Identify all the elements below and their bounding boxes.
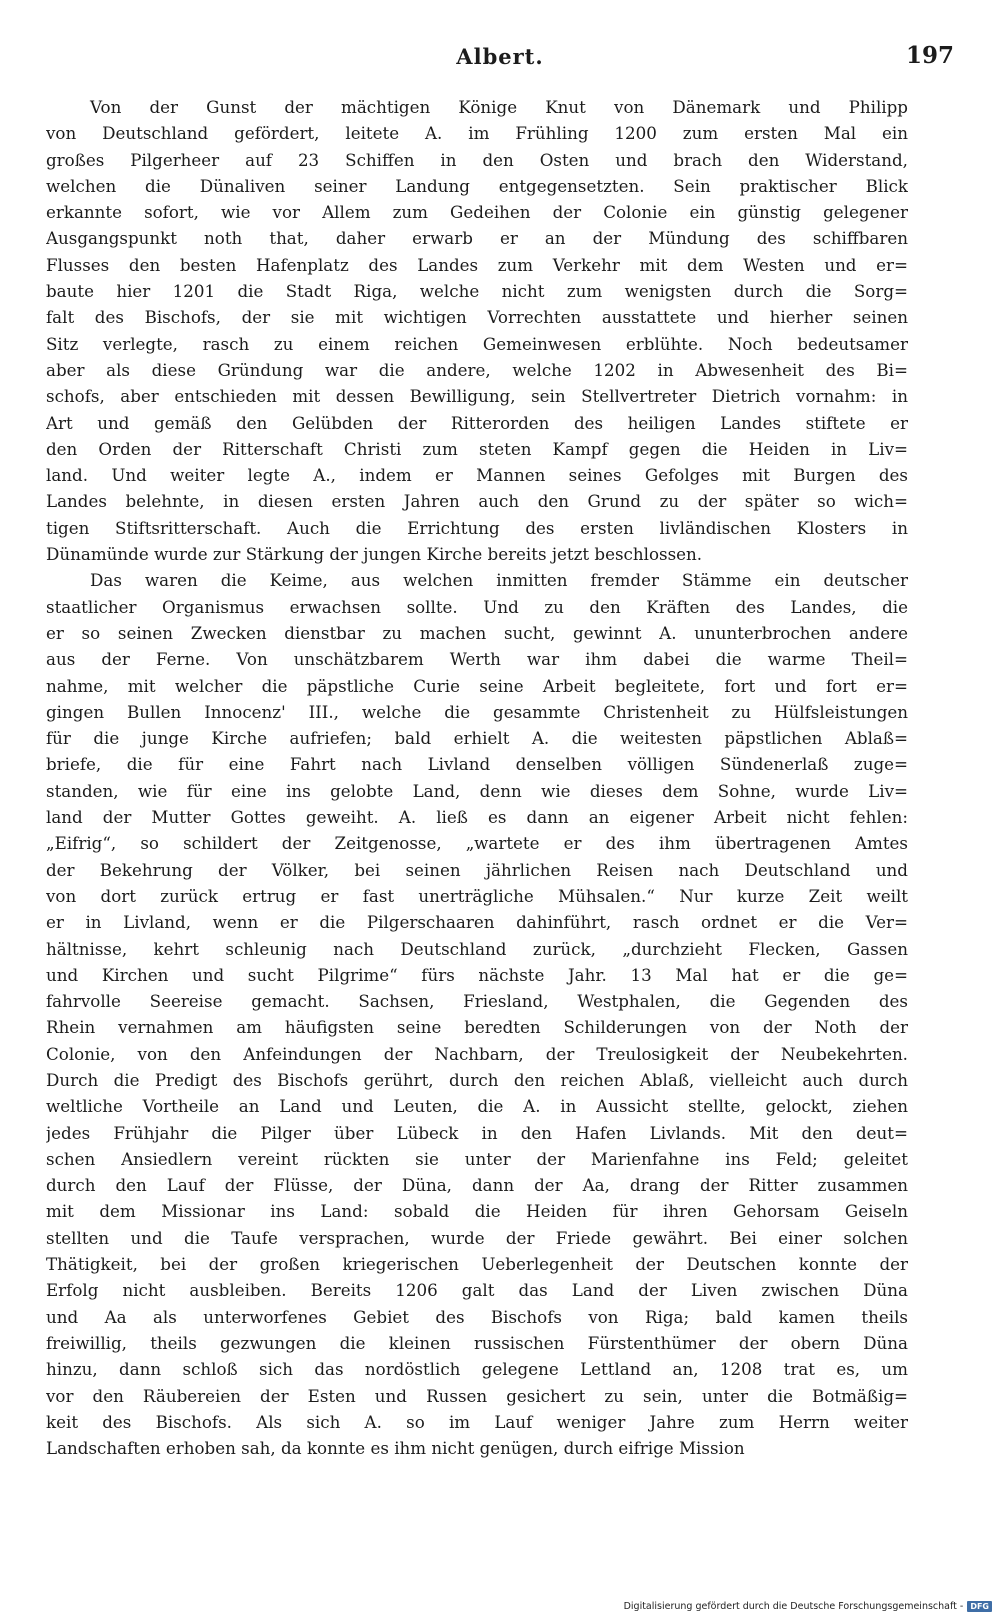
text-line: von dort zurück ertrug er fast unerträgliche Mühsalen.“ Nur kurze Zeit weilt [46, 885, 908, 906]
text-line: Colonie, von den Anfeindungen der Nachbarn, der Treulosigkeit der Neubekehrten. [46, 1043, 908, 1064]
text-line: er in Livland, wenn er die Pilgerschaaren dahinführt, rasch ordnet er die Ver= [46, 912, 908, 933]
text-line: tigen Stiftsritterschaft. Auch die Errichtung des ersten livländischen Klosters in [46, 517, 908, 538]
text-line: staatlicher Organismus erwachsen sollte. Und zu den Kräften des Landes, die [46, 596, 908, 617]
text-line: Sitz verlegte, rasch zu einem reichen Gemeinwesen erblühte. Noch bedeutsamer [46, 333, 908, 354]
text-line: baute hier 1201 die Stadt Riga, welche nicht zum wenigsten durch die Sorg= [46, 281, 908, 302]
text-line: und Kirchen und sucht Pilgrime“ fürs nächste Jahr. 13 Mal hat er die ge= [46, 964, 908, 985]
text-line: hältnisse, kehrt schleunig nach Deutschland zurück, „durchzieht Flecken, Gassen [46, 938, 908, 959]
text-line: land. Und weiter legte A., indem er Mannen seines Gefolges mit Burgen des [46, 465, 908, 486]
body-text [46, 94, 908, 1461]
text-line: mit dem Missionar ins Land: sobald die Heiden für ihren Gehorsam Geiseln [46, 1201, 908, 1222]
text-line: aber als diese Gründung war die andere, welche 1202 in Abwesenheit des Bi= [46, 359, 908, 380]
text-line: Erfolg nicht ausbleiben. Bereits 1206 galt das Land der Liven zwischen Düna [46, 1280, 908, 1301]
text-line: standen, wie für eine ins gelobte Land, denn wie dieses dem Sohne, wurde Liv= [46, 780, 908, 801]
text-line: den Orden der Ritterschaft Christi zum steten Kampf gegen die Heiden in Liv= [46, 438, 908, 459]
text-line: erkannte sofort, wie vor Allem zum Gedeihen der Colonie ein günstig gelegener [46, 202, 908, 223]
text-line: er so seinen Zwecken dienstbar zu machen sucht, gewinnt A. ununterbrochen andere [46, 622, 908, 643]
text-line: „Eifrig“, so schildert der Zeitgenosse, „wartete er des ihm übertragenen Amtes [46, 833, 908, 854]
text-line: land der Mutter Gottes geweiht. A. ließ es dann an eigener Arbeit nicht fehlen: [46, 807, 908, 828]
text-line: Ausgangspunkt noth that, daher erwarb er an der Mündung des schiffbaren [46, 228, 908, 249]
text-line: vor den Räubereien der Esten und Russen gesichert zu sein, unter die Botmäßig= [46, 1385, 908, 1406]
text-line: gingen Bullen Innocenz' III., welche die gesammte Christenheit zu Hülfsleistungen [46, 701, 908, 722]
text-line: Von der Gunst der mächtigen Könige Knut von Dänemark und Philipp [90, 97, 908, 117]
digitization-footer [624, 1599, 992, 1613]
text-line: stellten und die Taufe versprachen, wurde der Friede gewährt. Bei einer solchen [46, 1227, 908, 1248]
text-line: weltliche Vortheile an Land und Leuten, die A. in Aussicht stellte, gelockt, ziehen [46, 1096, 908, 1117]
text-line: Dünamünde wurde zur Stärkung der jungen Kirche bereits jetzt beschlossen. [46, 544, 703, 565]
text-line: Landes belehnte, in diesen ersten Jahren auch den Grund zu der später so wich= [46, 491, 908, 512]
text-line: durch den Lauf der Flüsse, der Düna, dann der Aa, drang der Ritter zusammen [46, 1175, 908, 1196]
text-line: falt des Bischofs, der sie mit wichtigen Vorrechten ausstattete und hierher seinen [46, 307, 908, 328]
text-line: Durch die Predigt des Bischofs gerührt, durch den reichen Ablaß, vielleicht auch durch [46, 1069, 908, 1090]
text-line: fahrvolle Seereise gemacht. Sachsen, Friesland, Westphalen, die Gegenden des [46, 991, 908, 1012]
text-line: großes Pilgerheer auf 23 Schiffen in den Osten und brach den Widerstand, [46, 149, 908, 170]
text-line: der Bekehrung der Völker, bei seinen jährlichen Reisen nach Deutschland und [46, 859, 908, 880]
text-line: Rhein vernahmen am häufigsten seine beredten Schilderungen von der Noth der [46, 1017, 908, 1038]
text-line: von Deutschland gefördert, leitete A. im Frühling 1200 zum ersten Mal ein [46, 123, 908, 144]
text-line: Flusses den besten Hafenplatz des Landes zum Verkehr mit dem Westen und er= [46, 254, 908, 275]
footer-credit: Digitalisierung gefördert durch die Deutsche Forschungsgemeinschaft - [623, 1600, 964, 1612]
text-line: Das waren die Keime, aus welchen inmitten fremder Stämme ein deutscher [90, 570, 908, 591]
text-line: briefe, die für eine Fahrt nach Livland denselben völligen Sündenerlaß zuge= [46, 754, 908, 775]
text-line: freiwillig, theils gezwungen die kleinen russischen Fürstenthümer der obern Düna [46, 1332, 908, 1353]
text-line: keit des Bischofs. Als sich A. so im Lauf weniger Jahre zum Herrn weiter [46, 1411, 908, 1432]
running-header-title: Albert. [456, 44, 544, 69]
text-line: für die junge Kirche aufriefen; bald erhielt A. die weitesten päpstlichen Ablaß= [46, 728, 908, 749]
text-line: jedes Frühjahr die Pilger über Lübeck in den Hafen Livlands. Mit den deut= [46, 1122, 908, 1143]
text-line: welchen die Dünaliven seiner Landung entgegensetzten. Sein praktischer Blick [46, 175, 908, 196]
text-line: Thätigkeit, bei der großen kriegerischen Ueberlegenheit der Deutschen konnte der [46, 1254, 908, 1275]
text-line: schofs, aber entschieden mit dessen Bewilligung, sein Stellvertreter Dietrich vornahm: in [46, 386, 908, 407]
text-line: Art und gemäß den Gelübden der Ritterorden des heiligen Landes stiftete er [46, 412, 908, 433]
dfg-logo-icon: DFG [967, 1601, 992, 1612]
text-line: schen Ansiedlern vereint rückten sie unter der Marienfahne ins Feld; geleitet [46, 1148, 908, 1169]
text-line: hinzu, dann schloß sich das nordöstlich gelegene Lettland an, 1208 trat es, um [46, 1359, 908, 1380]
text-line: aus der Ferne. Von unschätzbarem Werth war ihm dabei die warme Theil= [46, 649, 908, 670]
text-line: und Aa als unterworfenes Gebiet des Bischofs von Riga; bald kamen theils [46, 1306, 908, 1327]
text-line: nahme, mit welcher die päpstliche Curie seine Arbeit begleitete, fort und fort er= [46, 675, 908, 696]
page-number: 197 [905, 42, 954, 69]
text-line: Landschaften erhoben sah, da konnte es ihm nicht genügen, durch eifrige Mission [46, 1438, 745, 1459]
